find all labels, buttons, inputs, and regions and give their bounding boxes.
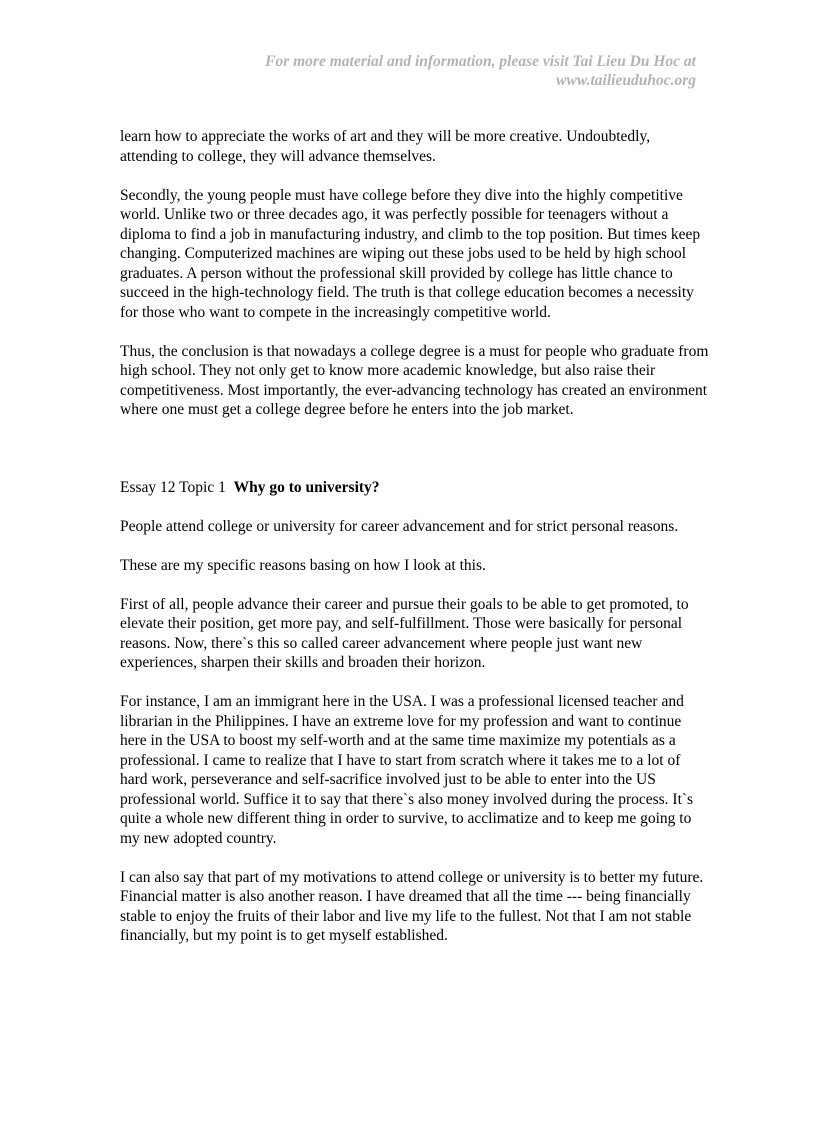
essay-label: Essay 12 Topic 1 [120, 478, 226, 496]
header-url: www.tailieuduhoc.org [556, 72, 696, 89]
paragraph: For instance, I am an immigrant here in the USA. I was a professional licensed teacher and librarian in the Philippines. I have an extreme love for my profession and want to continue here in the USA to boost my self-worth and at the same time maximize my potentials as a professional. I came to realize that I have to start from scratch where it takes me to a lot of hard work, perseverance and self-sacrifice involved just to be able to enter into the US professional world. Suffice it to say that there`s also money involved during the process. It`s quite a whole new different thing in order to survive, to acclimatize and to keep me going to my new adopted country. [120, 693, 694, 847]
document-body [120, 127, 710, 946]
paragraph: I can also say that part of my motivations to attend college or university is to better my future. Financial matter is also another reason. I have dreamed that all the time --- being financially stable to enjoy the fruits of their labor and live my life to the fullest. Not that I am not stable financially, but my point is to get myself established. [120, 868, 704, 944]
paragraph: Thus, the conclusion is that nowadays a college degree is a must for people who graduate from high school. They not only get to know more academic knowledge, but also raise their competitiveness. Most importantly, the ever-advancing technology has created an environment where one must get a college degree before he enters into the job market. [120, 342, 709, 418]
essay-topic: Why go to university? [233, 478, 380, 496]
paragraph: These are my specific reasons basing on how I look at this. [120, 556, 486, 574]
page-header [176, 52, 696, 90]
paragraph: learn how to appreciate the works of art and they will be more creative. Undoubtedly, attending to college, they will advance themselves. [120, 128, 651, 165]
paragraph: People attend college or university for career advancement and for strict personal reasons. [120, 517, 679, 535]
essay-heading [120, 478, 710, 498]
header-line-1: For more material and information, please visit Tai Lieu Du Hoc at [265, 53, 696, 70]
paragraph: Secondly, the young people must have college before they dive into the highly competitive world. Unlike two or three decades ago, it was perfectly possible for teenagers without a diploma to find a job in manufacturing industry, and climb to the top position. But times keep changing. Computerized machines are wiping out these jobs used to be held by high school graduates. A person without the professional skill provided by college has little chance to succeed in the high-technology field. The truth is that college education becomes a necessity for those who want to compete in the increasingly competitive world. [120, 186, 701, 321]
paragraph: First of all, people advance their career and pursue their goals to be able to get promoted, to elevate their position, get more pay, and self-fulfillment. Those were basically for personal reasons. Now, there`s this so called career advancement where people just want new experiences, sharpen their skills and broaden their horizon. [120, 595, 689, 671]
